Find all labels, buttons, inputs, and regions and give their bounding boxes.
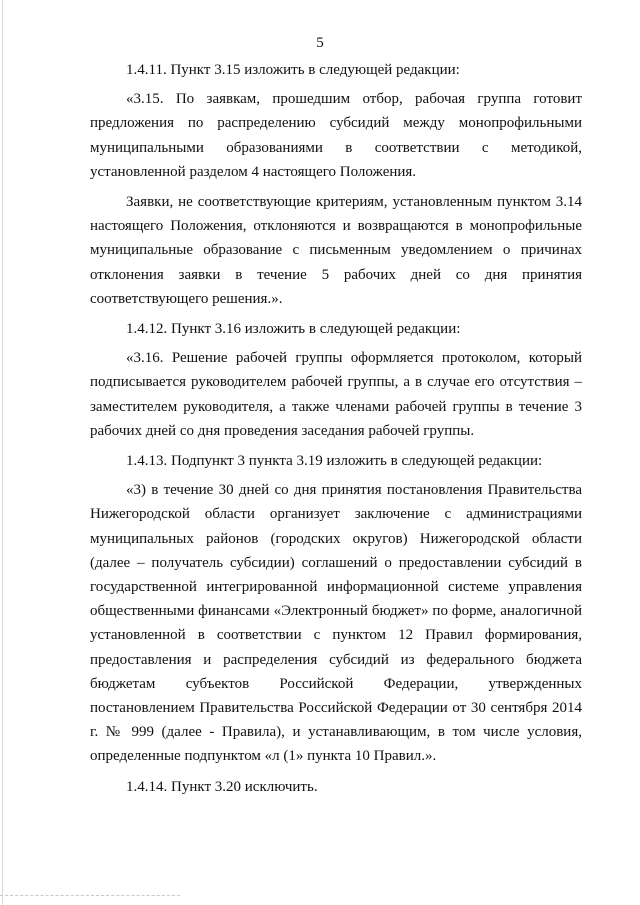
page-number: 5 [316,35,324,51]
clause-3-15-text: «3.15. По заявкам, прошедшим отбор, рабочая группа готовит предложения по распределению субсидий между монопрофильными муниципальными образованиями в соответствии с методикой, установленной разделом 4 настоящего Положения. [90,91,582,180]
clause-1-4-13-heading: 1.4.13. Подпункт 3 пункта 3.19 изложить в следующей редакции: [126,453,543,470]
clause-1-4-14-heading: 1.4.14. Пункт 3.20 исключить. [126,778,318,795]
clause-3-19-subclause-3-text: «3) в течение 30 дней со дня принятия постановления Правительства Нижегородской области организует заключение с администрациями муниципальных районов (городских округов) Нижегородской области (далее – получатель субсидии) соглашений о предоставлении субсидий в государственной интегрированной информационной системе управления общественными финансами «Электронный бюджет» по форме, аналогичной установленной в соответствии с пунктом 12 Правил формирования, предоставления и распределения субсидий из федерального бюджета бюджетам субъектов Российской Федерации, утвержденных постановлением Правительства Российской Федерации от 30 сентября 2014 г. № 999 (далее - Правила), и устанавливающим, в том числе условия, определенные подпунктом «л (1» пункта 10 Правил.». [90,482,582,765]
document-body [90,58,582,804]
scan-edge-line [2,0,3,905]
clause-1-4-11-heading: 1.4.11. Пункт 3.15 изложить в следующей редакции: [126,62,460,78]
clause-3-15-rejection-text: Заявки, не соответствующие критериям, установленным пунктом 3.14 настоящего Положения, отклоняются и возвращаются в монопрофильные муниципальные образование с письменным уведомлением о причинах отклонения заявки в течение 5 рабочих дней со дня принятия соответствующего решения.». [90,194,582,307]
scan-bottom-mark [0,895,180,896]
clause-3-16-text: «3.16. Решение рабочей группы оформляется протоколом, который подписывается руководителем рабочей группы, а в случае его отсутствия – заместителем руководителя, а также членами рабочей группы в течение 3 рабочих дней со дня проведения заседания рабочей группы. [90,350,582,439]
clause-1-4-12-heading: 1.4.12. Пункт 3.16 изложить в следующей редакции: [126,321,461,338]
